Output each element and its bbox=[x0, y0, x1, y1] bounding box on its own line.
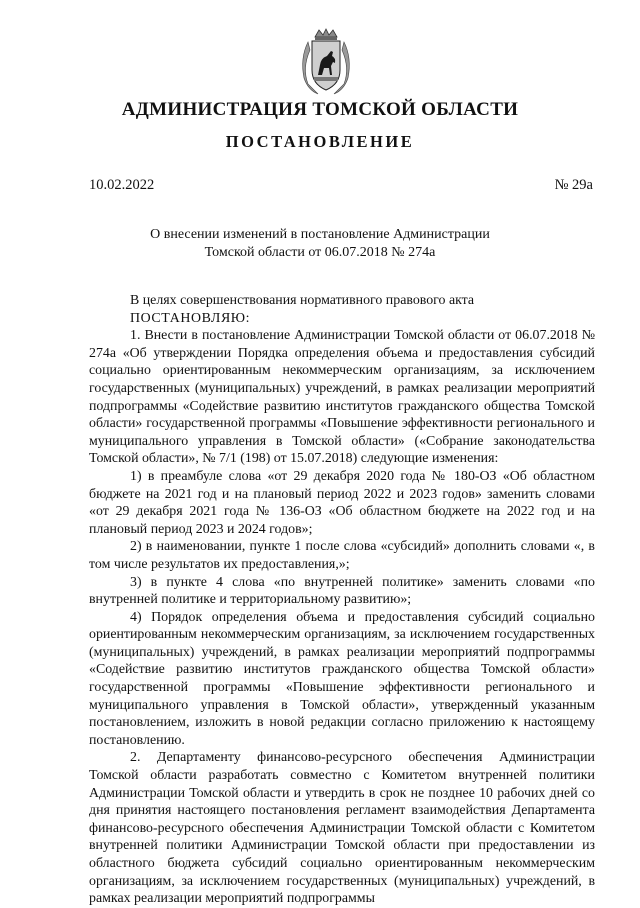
preamble: В целях совершенствования нормативного правового акта bbox=[130, 293, 475, 308]
subparagraph-1-1: 1) в преамбуле слова «от 29 декабря 2020 года № 180-ОЗ «Об областном бюджете на 2021 год и на плановый период 2022 и 2023 годов» заменить словами «от 29 декабря 2021 года № 136-ОЗ «Об областном бюджете на 2022 год и на плановый период 2023 и 2024 годов»; bbox=[89, 468, 595, 537]
decree-word: ПОСТАНОВЛЯЮ: bbox=[130, 310, 251, 326]
coat-of-arms-icon bbox=[298, 28, 354, 96]
paragraph-1: 1. Внести в постановление Администрации Томской области от 06.07.2018 № 274а «Об утверждении Порядка определения объема и предоставления субсидий социально ориентированным некоммерческим организациям, за исключением государственных (муниципальных) учреждений, в рамках реализации мероприятий подпрограммы «Содействие развитию институтов гражданского общества Томской области» государственной программы «Повышение эффективности регионального и муниципального управления в Томской области» («Собрание законодательства Томской области», № 7/1 (198) от 15.07.2018) следующие изменения: bbox=[89, 328, 595, 467]
document-body bbox=[89, 292, 595, 908]
document-subject bbox=[0, 226, 640, 262]
document-type: ПОСТАНОВЛЕНИЕ bbox=[225, 132, 415, 151]
subject-line: Томской области от 06.07.2018 № 274а bbox=[204, 245, 436, 260]
organization-title: АДМИНИСТРАЦИЯ ТОМСКОЙ ОБЛАСТИ bbox=[121, 99, 519, 120]
subparagraph-1-2: 2) в наименовании, пункте 1 после слова «субсидий» дополнить словами «, в том числе результатов их предоставления,»; bbox=[89, 539, 595, 572]
document-date: 10.02.2022 bbox=[89, 177, 155, 193]
paragraph-2: 2. Департаменту финансово-ресурсного обеспечения Администрации Томской области разработать совместно с Комитетом внутренней политики Администрации Томской области и утвердить в срок не позднее 10 рабочих дней со дня принятия настоящего постановления регламент взаимодействия Департамента финансово-ресурсного обеспечения Администрации Томской области с Комитетом внутренней политики Администрации Томской области при предоставлении из областного бюджета субсидий социально ориентированным некоммерческим организациям, за исключением государственных (муниципальных) учреждений, в рамках реализации мероприятий подпрограммы bbox=[89, 750, 595, 907]
subject-line: О внесении изменений в постановление Администрации bbox=[150, 227, 490, 242]
subparagraph-1-4: 4) Порядок определения объема и предоставления субсидий социально ориентированным некоммерческим организациям, за исключением государственных (муниципальных) учреждений, в рамках реализации мероприятий подпрограммы «Содействие развитию институтов гражданского общества Томской области» государственной программы «Повышение эффективности регионального и муниципального управления в Томской области», утвержденный указанным постановлением, изложить в новой редакции согласно приложению к настоящему постановлению. bbox=[89, 609, 595, 748]
subparagraph-1-3: 3) в пункте 4 слова «по внутренней политике» заменить словами «по внутренней политике и территориальному развитию»; bbox=[89, 574, 595, 608]
document-number: № 29а bbox=[554, 177, 593, 193]
